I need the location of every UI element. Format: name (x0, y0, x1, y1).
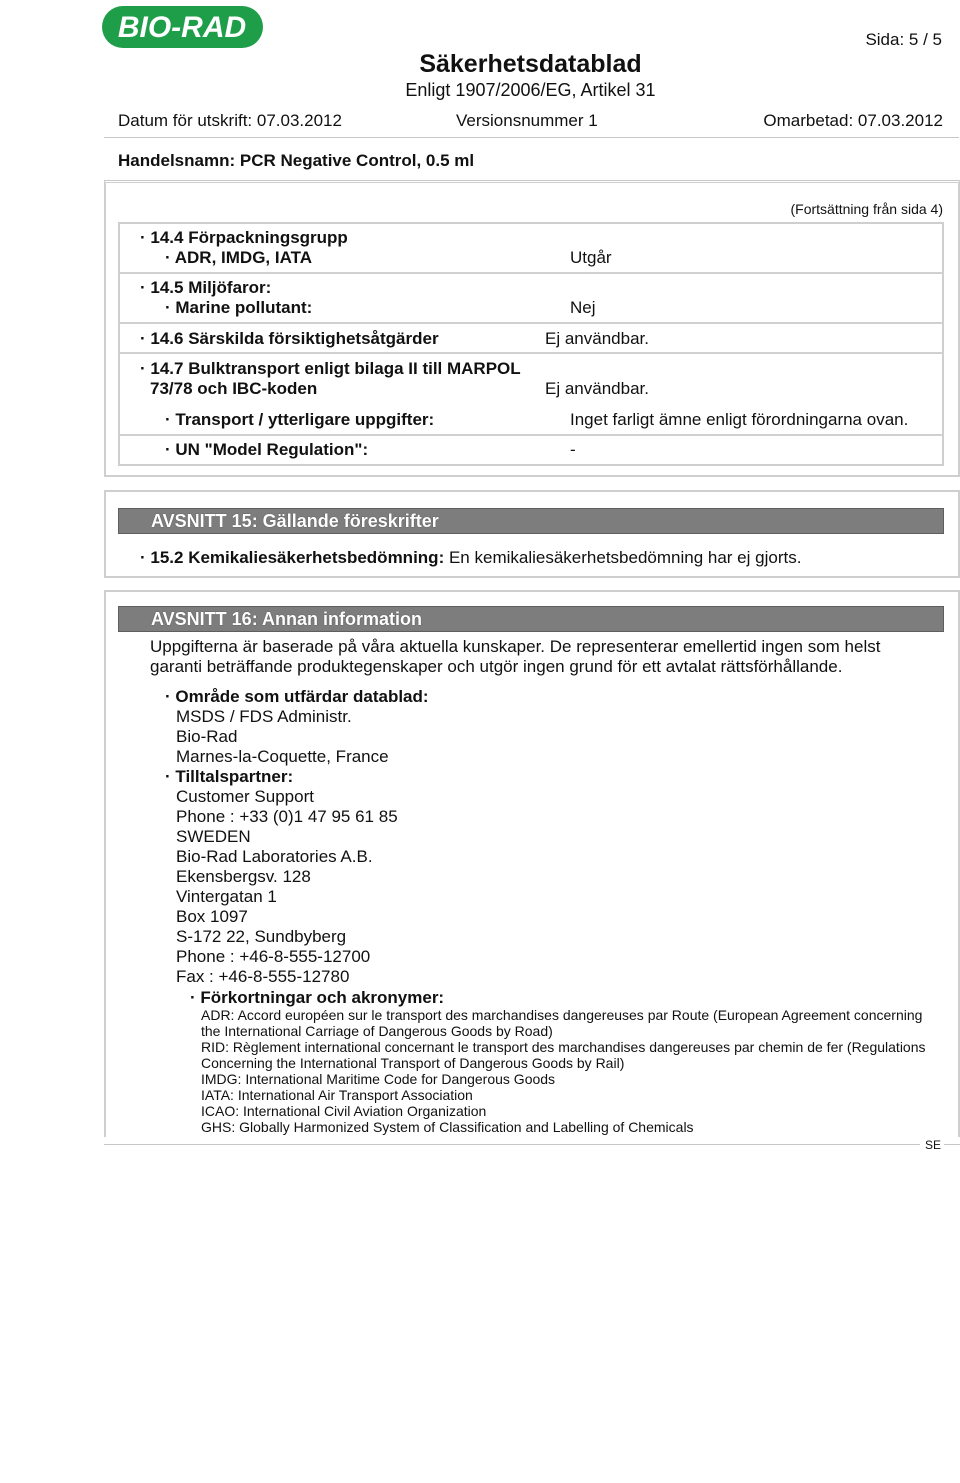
contact-block (176, 787, 398, 987)
continued-note: (Fortsättning från sida 4) (790, 201, 943, 217)
section-15-heading: AVSNITT 15: Gällande föreskrifter (118, 508, 944, 534)
issuer-label: · Område som utfärdar datablad: (165, 687, 429, 706)
contact-line: Phone : +46-8-555-12700 (176, 947, 371, 966)
marine-pollutant-value: Nej (570, 298, 596, 317)
transport-extra-value: Inget farligt ämne enligt förordningarna ovan. (570, 410, 909, 429)
abbreviation-line: IATA: International Air Transport Association (201, 1087, 473, 1103)
abbreviation-line: the International Carriage of Dangerous Goods by Road) (201, 1023, 553, 1039)
row-divider (118, 352, 944, 354)
footer-divider-end (944, 1144, 960, 1145)
un-model-label: · UN "Model Regulation": (165, 440, 369, 459)
transport-extra-label: · Transport / ytterligare uppgifter: (165, 410, 435, 429)
env-hazards-label: · 14.5 Miljöfaror: (140, 278, 272, 297)
section-16-heading: AVSNITT 16: Annan information (118, 606, 944, 632)
document-subtitle: Enligt 1907/2006/EG, Artikel 31 (405, 80, 656, 100)
abbreviation-line: GHS: Globally Harmonized System of Classification and Labelling of Chemicals (201, 1119, 694, 1135)
bio-rad-logo (100, 4, 265, 50)
contact-line: Customer Support (176, 787, 314, 806)
country-code: SE (925, 1138, 942, 1152)
special-precautions-value: Ej användbar. (545, 329, 649, 348)
chemical-assessment (140, 548, 801, 568)
contact-line: S-172 22, Sundbyberg (176, 927, 347, 946)
marine-pollutant-label: · Marine pollutant: (165, 298, 313, 317)
product-name: Handelsnamn: PCR Negative Control, 0.5 ml (118, 151, 475, 170)
packing-group-value: Utgår (570, 248, 612, 267)
contact-line: Fax : +46-8-555-12780 (176, 967, 350, 986)
version-number: Versionsnummer 1 (456, 111, 598, 130)
abbreviation-line: RID: Règlement international concernant le transport des marchandises dangereuses par chemin de fer (Regulations (201, 1039, 926, 1055)
product-divider (104, 180, 959, 181)
abbreviation-line: ICAO: International Civil Aviation Organization (201, 1103, 487, 1119)
packing-group-label: · 14.4 Förpackningsgrupp (140, 228, 348, 247)
footer-divider (104, 1144, 920, 1145)
issuer-line: Marnes-la-Coquette, France (176, 747, 389, 766)
packing-group-sub: · ADR, IMDG, IATA (165, 248, 312, 267)
header-divider (104, 137, 959, 138)
contact-line: Phone : +33 (0)1 47 95 61 85 (176, 807, 398, 826)
print-date: Datum för utskrift: 07.03.2012 (118, 111, 342, 130)
logo-text: BIO-RAD (117, 11, 247, 44)
contact-line: Box 1097 (176, 907, 248, 926)
un-model-value: - (570, 440, 576, 459)
intro-line-1: Uppgifterna är baserade på våra aktuella kunskaper. De representerar emellertid ingen som helst (150, 637, 881, 656)
page-number: Sida: 5 / 5 (865, 30, 942, 49)
contact-line: Vintergatan 1 (176, 887, 277, 906)
issuer-block (176, 707, 389, 767)
issuer-line: Bio-Rad (176, 727, 238, 746)
abbreviations-block (201, 1007, 926, 1135)
revised-date: Omarbetad: 07.03.2012 (763, 111, 943, 130)
contact-line: SWEDEN (176, 827, 251, 846)
issuer-line: MSDS / FDS Administr. (176, 707, 352, 726)
chemical-assessment-label: · 15.2 Kemikaliesäkerhetsbedömning: (140, 548, 445, 567)
contact-line: Bio-Rad Laboratories A.B. (176, 847, 373, 866)
intro-line-2: garanti beträffande produktegenskaper och utgör ingen grund för ett avtalat rättsförhållande. (150, 657, 843, 676)
abbreviations-label: · Förkortningar och akronymer: (190, 988, 445, 1007)
contact-label: · Tilltalspartner: (165, 767, 294, 786)
bulk-transport-value: Ej användbar. (545, 379, 649, 398)
abbreviation-line: ADR: Accord européen sur le transport des marchandises dangereuses par Route (European Agreement concerning (201, 1007, 923, 1023)
chemical-assessment-value: En kemikaliesäkerhetsbedömning har ej gjorts. (448, 548, 802, 567)
contact-line: Ekensbergsv. 128 (176, 867, 311, 886)
abbreviation-line: IMDG: International Maritime Code for Dangerous Goods (201, 1071, 556, 1087)
document-title: Säkerhetsdatablad (419, 50, 642, 78)
row-divider (118, 272, 944, 274)
bulk-transport-label: · 14.7 Bulktransport enligt bilaga II till MARPOL (140, 359, 521, 378)
row-divider (118, 434, 944, 436)
abbreviation-line: Concerning the International Transport of Dangerous Goods by Rail) (201, 1055, 625, 1071)
bulk-transport-label-2: 73/78 och IBC-koden (150, 379, 318, 398)
row-divider (118, 322, 944, 324)
special-precautions-label: · 14.6 Särskilda försiktighetsåtgärder (140, 329, 439, 348)
